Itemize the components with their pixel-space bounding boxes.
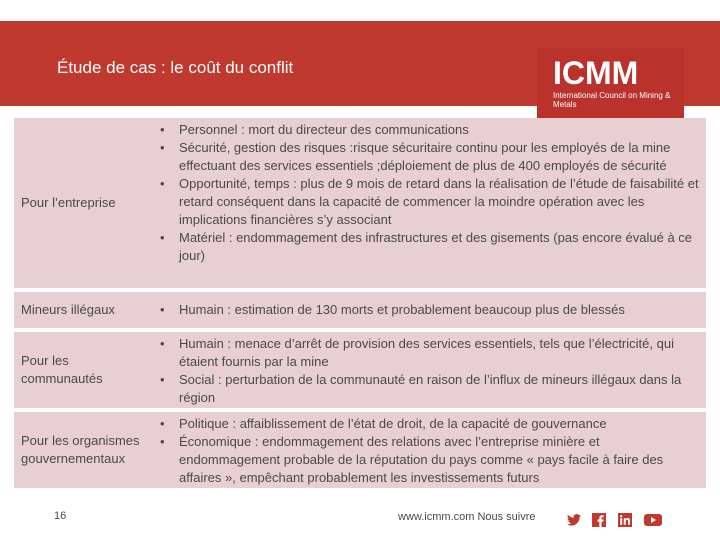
row-label: Mineurs illégaux [21, 302, 115, 317]
list-item: • Humain : menace d’arrêt de provision des services essentiels, tels que l’électricité, qui étaient fournis par la mine [145, 335, 702, 371]
table-row [14, 332, 706, 408]
logo-wordmark: ICMM [553, 55, 639, 91]
list-item: • Économique : endommagement des relations avec l’entreprise minière et endommagement probable de la réputation du pays comme « pays facile à faire des affaires », empêchant probablement les investissements futurs [145, 433, 702, 487]
row-content [145, 412, 706, 488]
page-number: 16 [54, 510, 67, 522]
header-bar [0, 21, 720, 109]
list-item: • Matériel : endommagement des infrastructures et des gisements (pas encore évalué à ce jour) [145, 229, 702, 265]
youtube-icon[interactable] [643, 512, 663, 528]
facebook-icon[interactable] [591, 512, 607, 528]
list-item: • Opportunité, temps : plus de 9 mois de retard dans la réalisation de l’étude de faisabilité et retard conséquent dans la capacité de commencer la moindre opération avec les implications financières s’y associant [145, 175, 702, 229]
website-link[interactable]: www.icmm.com Nous suivre [398, 511, 536, 523]
list-item: • Politique : affaiblissement de l’état de droit, de la capacité de gouvernance [145, 415, 702, 433]
list-item: • Sécurité, gestion des risques :risque sécuritaire continu pour les employés de la mine effectuant des services essentiels ;déploiement de plus de 400 employés de sécurité [145, 139, 702, 175]
table-row [14, 118, 706, 288]
row-label: Pour les organismes gouvernementaux [21, 433, 140, 466]
table-row [14, 412, 706, 488]
twitter-icon[interactable] [566, 512, 582, 528]
list-item: • Humain : estimation de 130 morts et probablement beaucoup plus de blessés [145, 301, 625, 319]
table-row [14, 292, 706, 328]
row-label: Pour les communautés [21, 353, 103, 386]
linkedin-icon[interactable] [617, 512, 633, 528]
row-content [145, 332, 706, 408]
logo-subtitle: International Council on Mining & Metals [553, 91, 671, 109]
list-item: • Personnel : mort du directeur des communications [145, 121, 702, 139]
icmm-logo [537, 48, 684, 121]
list-item: • Social : perturbation de la communauté en raison de l’influx de mineurs illégaux dans la région [145, 371, 702, 407]
impact-table [14, 118, 706, 492]
row-label: Pour l’entreprise [21, 195, 116, 210]
slide-title: Étude de cas : le coût du conflit [57, 58, 294, 77]
row-content [145, 292, 706, 328]
row-content [145, 118, 706, 288]
